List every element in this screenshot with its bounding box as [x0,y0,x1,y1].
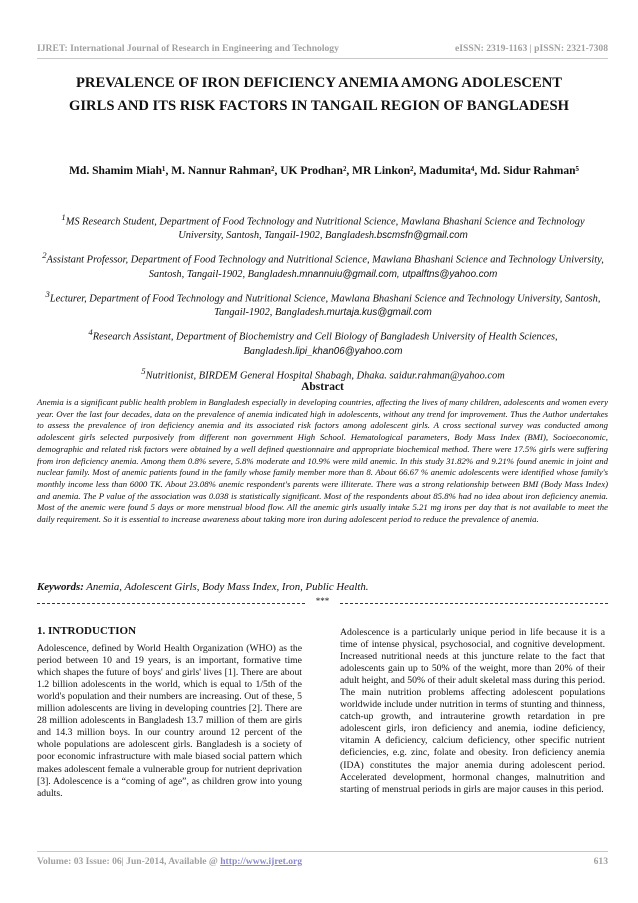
header-rule [37,58,608,59]
email[interactable]: lipi_khan06@yahoo.com [295,345,403,357]
issn: eISSN: 2319-1163 | pISSN: 2321-7308 [455,43,608,54]
left-column [37,625,302,800]
email[interactable]: bscmsfn@gmail.com [376,230,468,242]
volume-info: Volume: 03 Issue: 06| Jun-2014, Available @ http://www.ijret.org [37,856,303,867]
abstract-body: Anemia is a significant public health problem in Bangladesh especially in developing countries, affecting the lives of many children, adolescents and women every year. Over the last four decades, data on the prevalence of anemia indicated high in adolescents, without any trend for improvement. Thus the Author undertakes to assess the prevalence of iron deficiency anemia and its associated risk factors among adolescent girls. A cross sectional survey was conducted among adolescent girls selected purposively from different non government High School. Hematological parameters, Body Mass Index (BMI), Socioeconomic, demographic and related risk factors were obtained by a well defined questionnaire and appropriate biochemical method. There were 17.5% girls were suffering from iron deficiency anemia. Among them 0.8% severe, 5.8% moderate and 10.9% were mild anemic. In this study 31.82% and 9.21% found anemic in joint and nuclear family. Most of anemic patients found in the family whose family member more than 8. About 66.67 % anemic adolescents were identified whose family's monthly income less than 6000 TK. About 23.08% anemic respondent's parents were illiterate. There was a strong relationship between BMI (Body Mass Index) and anemia. The P value of the association was 0.038 is statistically significant. Most of the respondents about 85.8% had no idea about iron deficiency anemia. Most of the anemic were found 5 days or more menstrual blood flow. All the anemic girls usually intake 5.21 mg irons per day that is not available to meet the daily requirement. So it is essential to increase awareness about taking more iron during adolescent period to reduce the prevalence of anemia. [37,397,608,525]
email[interactable]: murtaja.kus@gmail.com [326,307,432,319]
footer-rule [37,851,608,852]
keywords [37,581,608,593]
affiliation-4: $^4$Research Assistant, Department of Biochemistry and Cell Biology of Bangladesh University of Health Sciences, Bangladesh.lipi_khan06@yahoo.com [88,327,558,357]
affiliation-5: $^5$Nutritionist, BIRDEM General Hospital Shabagh, Dhaka. saidur.rahman@yahoo.com [141,365,505,382]
email[interactable]: mnannuiu@gmail.com, utpalftns@yahoo.com [299,268,498,280]
journal-link[interactable]: http://www.ijret.org [220,856,303,867]
page-number: 613 [593,856,608,867]
right-column [340,627,605,796]
author-list: Md. Shamim Miah¹, M. Nannur Rahman², UK Prodhan², MR Linkon², Madumita⁴, Md. Sidur Rahman⁵ [69,165,579,177]
journal-name: IJRET: International Journal of Research in Engineering and Technology [37,43,339,54]
keywords-text: Anemia, Adolescent Girls, Body Mass Index, Iron, Public Health. [83,581,369,593]
keywords-label: Keywords: [37,581,84,593]
affiliation-2: $^2$Assistant Professor, Department of Food Technology and Nutritional Science, Mawlana Bhashani Science and Technology University, Santosh, Tangail-1902, Bangladesh.mnannuiu@gmail.com, utpalftns@yahoo.com [42,250,604,280]
introduction-text-left: Adolescence, defined by World Health Organization (WHO) as the period between 10 and 19 years, is an important, formative time which shapes the future of boys' and girls' lives [1]. There are about 1.2 billion adolescents in the world, which is equal to 1/5th of the world's population and their numbers are increasing. Out of these, 5 million adolescents are living in developing countries [2]. There are 28 million adolescents in Bangladesh 13.7 million of them are girls and 14.3 million boys. In our country around 12 percent of the whole populations are adolescent girls. Bangladesh is a society of poor economic infrastructure with male biased social pattern which makes adolescent female a vulnerable group for nutrient deprivation [3]. Adolescence is a “coming of age”, as children grow into young adults. [37,643,302,799]
dashed-rule-left [37,603,305,604]
running-footer [37,856,608,867]
affiliations [38,210,608,388]
running-header [37,43,608,54]
dashed-rule-right [340,603,608,604]
abstract-heading: Abstract [301,381,344,393]
section-heading: 1. INTRODUCTION [37,625,137,637]
section-separator [37,597,608,609]
paper-title: PREVALENCE OF IRON DEFICIENCY ANEMIA AMONG ADOLESCENT GIRLS AND ITS RISK FACTORS IN TANGAIL REGION OF BANGLADESH [69,75,569,114]
affiliation-3: $^3$Lecturer, Department of Food Technology and Nutritional Science, Mawlana Bhashani Science and Technology University, Santosh, Tangail-1902, Bangladesh.murtaja.kus@gmail.com [45,288,601,319]
introduction-text-right: Adolescence is a particularly unique period in life because it is a time of intense physical, psychosocial, and cognitive development. Increased nutritional needs at this juncture relate to the fact that adolescents gain up to 50% of the weight, more than 20% of their adult height, and 50% of their adult skeletal mass during this period. The main nutrition problems affecting adolescent populations worldwide include under nutrition in terms of stunting and thinness, catch-up growth, and intrauterine growth retardation in pre adolescent girls, iron deficiency and anemia, iodine deficiency, vitamin A deficiency, calcium deficiency, other specific nutrient deficiencies, e.g. zinc, folate and obesity. Iron deficiency anemia (IDA) constitutes the major anemia during adolescent period. Accelerated development, hormonal changes, malnutrition and starting of menstrual periods in girls are major causes in this period. [340,627,606,795]
separator-mark: *** [315,596,330,606]
affiliation-1: $^1$MS Research Student, Department of Food Technology and Nutritional Science, Mawlana Bhashani Science and Technology University, Santosh, Tangail-1902, Bangladesh.bscmsfn@gmail.com [61,212,585,242]
